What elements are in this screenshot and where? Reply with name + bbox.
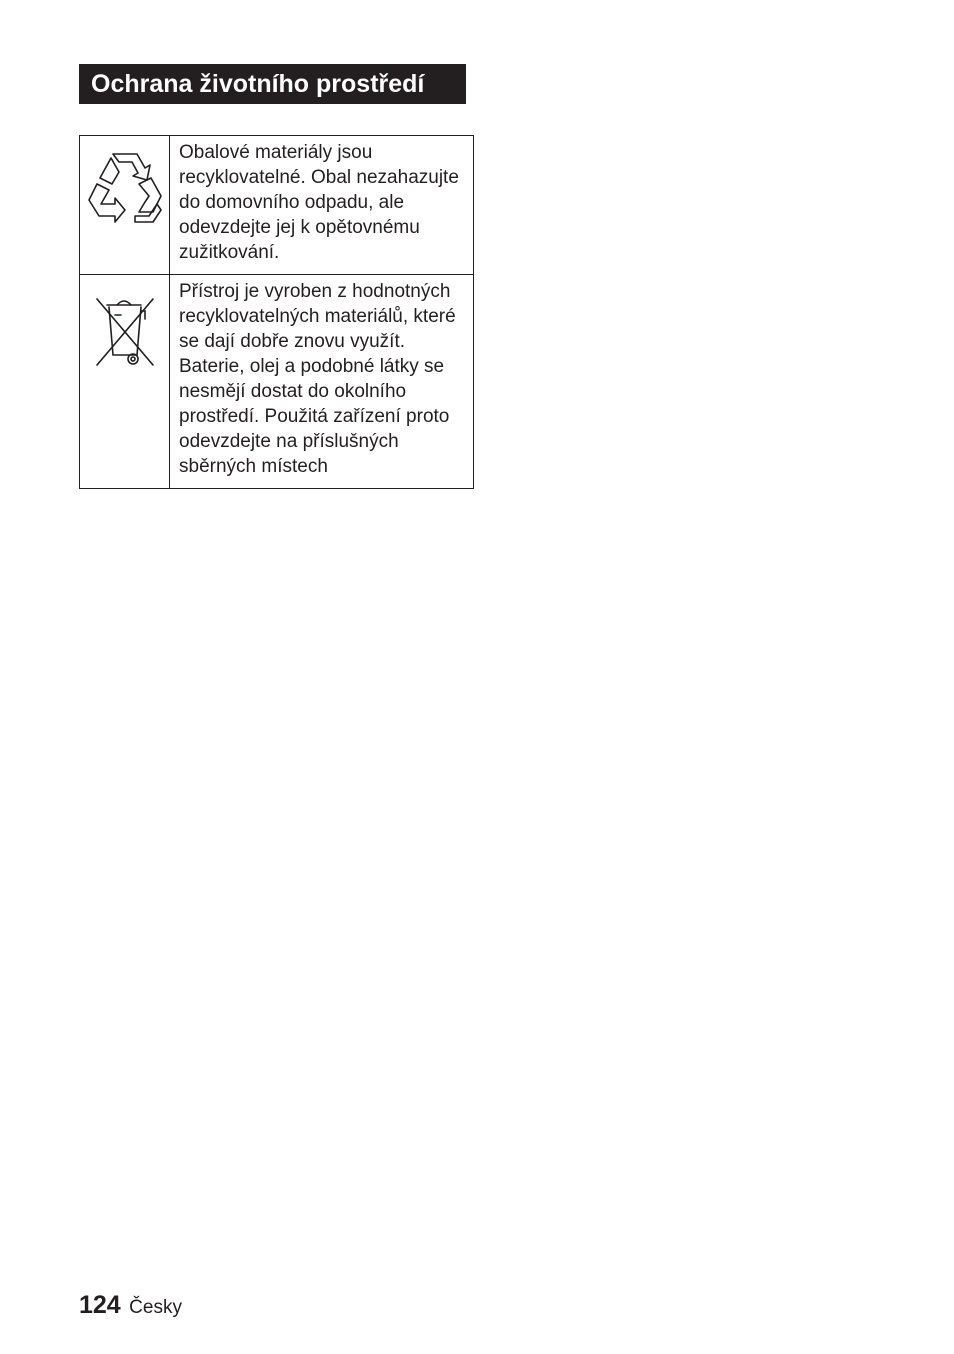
recycling-text: Obalové materiály jsou recyklovatelné. Obal nezahazujte do domovního odpadu, ale odevzdejte jej k opětovnému zužitkování. bbox=[170, 136, 474, 275]
table-row bbox=[80, 136, 474, 275]
section-title: Ochrana životního prostředí bbox=[79, 64, 466, 104]
page-footer bbox=[79, 1291, 182, 1320]
crossed-out-wheelie-bin-icon bbox=[93, 289, 157, 369]
page-number: 124 bbox=[79, 1291, 121, 1319]
recycling-icon bbox=[87, 150, 163, 226]
icon-cell bbox=[80, 136, 170, 275]
environment-table bbox=[79, 135, 474, 489]
language-label: Česky bbox=[129, 1297, 182, 1318]
table-row bbox=[80, 275, 474, 489]
disposal-text: Přístroj je vyroben z hodnotných recyklovatelných materiálů, které se dají dobře znovu využít. Baterie, olej a podobné látky se nesmějí dostat do okolního prostředí. Použitá zařízení proto odevzdejte na příslušných sběrných místech bbox=[170, 275, 474, 489]
icon-cell bbox=[80, 275, 170, 489]
